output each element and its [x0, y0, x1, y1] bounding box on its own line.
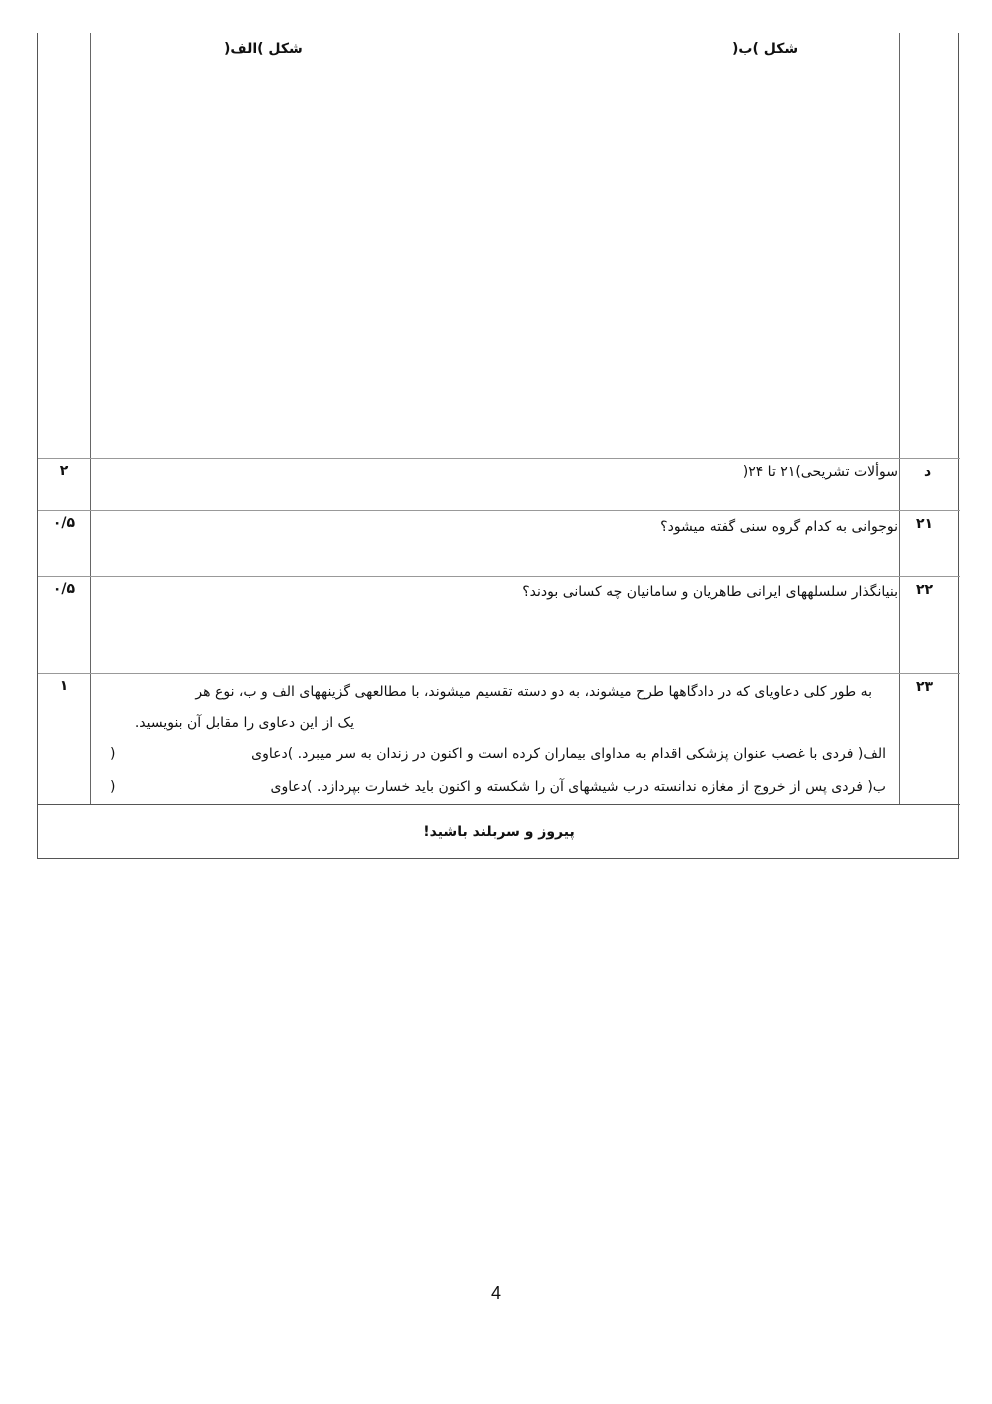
section-score: ۲ [59, 463, 69, 479]
question-text-line2: یک از این دعاوی را مقابل آن بنویسید. [134, 715, 354, 731]
footer-divider [38, 804, 960, 805]
figure-a-label: شکل )الف( [224, 41, 303, 57]
row-divider [38, 673, 960, 674]
figure-b-label: شکل )ب( [732, 41, 799, 57]
question-score: ۱ [59, 678, 69, 694]
question-text-line1: به طور کلی دعاویای که در دادگاهها طرح میشوند، به دو دسته تقسیم میشوند، با مطالعهی گزینههای الف و ب، نوع هر [195, 684, 872, 700]
row-divider [38, 576, 960, 577]
question-text: نوجوانی به کدام گروه سنی گفته میشود؟ [660, 519, 898, 535]
exam-table [37, 33, 959, 859]
option-a: الف( فردی با غصب عنوان پزشکی اقدام به مداوای بیماران کرده است و اکنون در زندان به سر میبرد. )دعاوی [251, 746, 886, 762]
question-number: ۲۱ [916, 516, 934, 532]
question-text: بنیانگذار سلسلههای ایرانی طاهریان و سامانیان چه کسانی بودند؟ [522, 584, 898, 600]
col-divider-score [90, 33, 91, 804]
option-b-paren: ( [110, 779, 116, 795]
row-divider [38, 458, 960, 459]
section-title: سوألات تشریحی)۲۱ تا ۲۴( [742, 464, 898, 480]
option-a-paren: ( [110, 746, 116, 762]
option-b: ب( فردی پس از خروج از مغازه ندانسته درب شیشهای آن را شکسته و اکنون باید خسارت بپردازد. )دعاوی [270, 779, 886, 795]
page-number: 4 [490, 1283, 501, 1303]
question-number: ۲۲ [916, 582, 934, 598]
closing-message: پیروز و سربلند باشید! [423, 824, 575, 840]
section-index: د [924, 464, 932, 480]
row-divider [38, 510, 960, 511]
question-score: ۰/۵ [52, 515, 76, 531]
col-divider-number [899, 33, 900, 804]
question-score: ۰/۵ [52, 581, 76, 597]
question-number: ۲۳ [916, 679, 934, 695]
